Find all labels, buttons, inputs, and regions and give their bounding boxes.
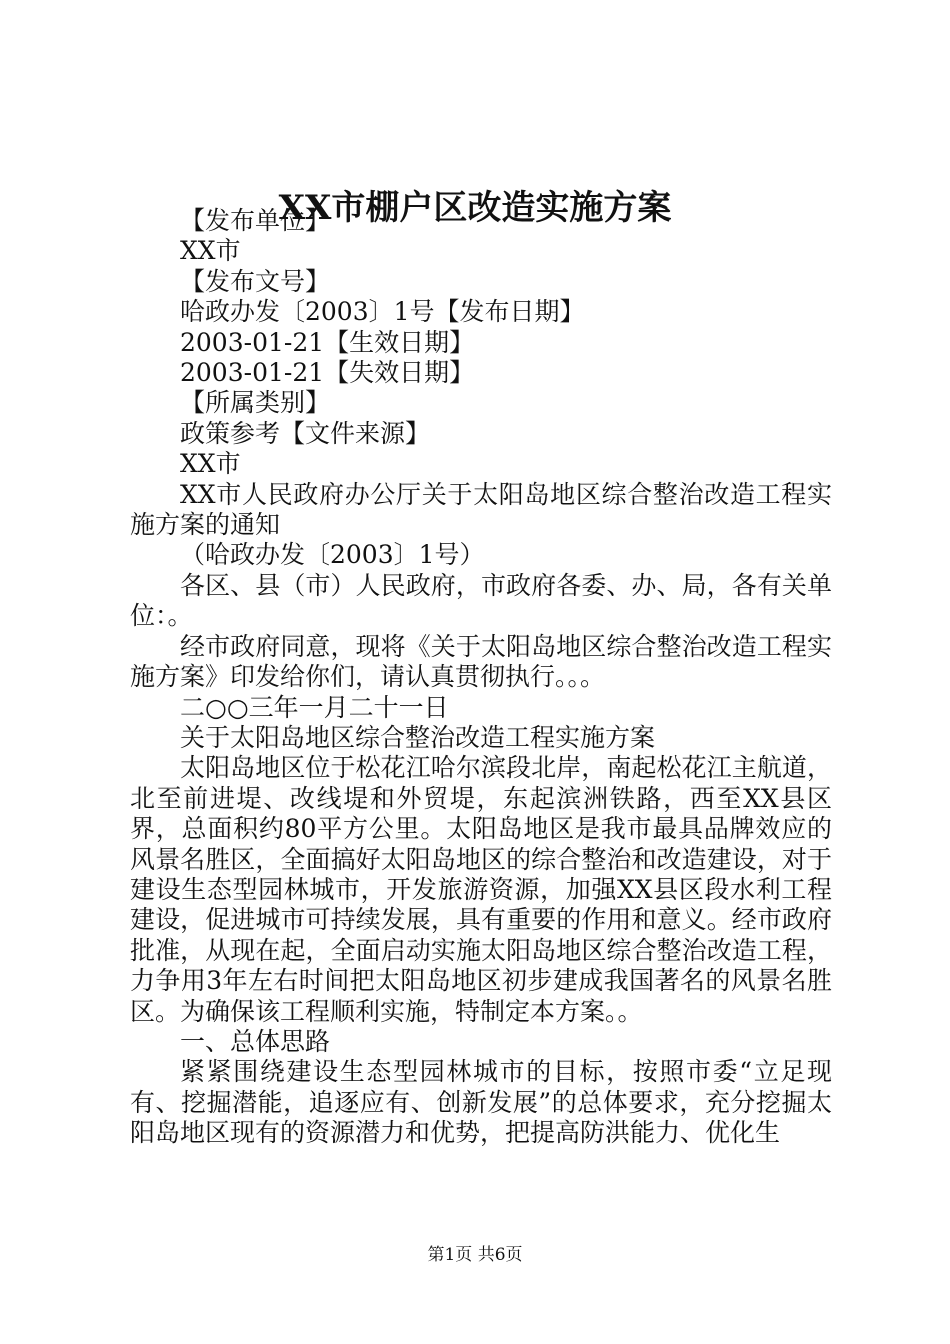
paragraph: 关于太阳岛地区综合整治改造工程实施方案 [180,722,656,752]
paragraph: XX市人民政府办公厅关于太阳岛地区综合整治改造工程实施方案的通知 [130,479,832,540]
paragraph: 一、总体思路 [180,1026,331,1056]
paragraph: 【所属类别】 [180,388,331,418]
paragraph: 紧紧围绕建设生态型园林城市的目标，按照市委“立足现有、挖掘潜能，追逐应有、创新发展”的总体要求，充分挖掘太阳岛地区现有的资源潜力和优势，把提高防洪能力、优化生 [130,1057,832,1148]
paragraph: XX市 [180,449,241,479]
paragraph: 【发布单位】 [180,206,331,235]
paragraph: 2003-01-21【失效日期】 [180,358,475,388]
paragraph: 二○○三年一月二十一日 [180,692,449,722]
paragraph: 政策参考【文件来源】 [180,418,431,448]
page-number-footer: 第1页 共6页 [427,1245,523,1265]
paragraph: XX市 [180,236,241,266]
document-title: XX市棚户区改造实施方案 [278,188,672,228]
paragraph: 各区、县（市）人民政府，市政府各委、办、局，各有关单位：。 [130,570,832,631]
paragraph: 2003-01-21【生效日期】 [180,327,475,357]
paragraph: （哈政办发〔2003〕1号） [180,540,485,570]
paragraph: 太阳岛地区位于松花江哈尔滨段北岸，南起松花江主航道，北至前进堤、改线堤和外贸堤，东起滨洲铁路，西至XX县区界，总面积约80平方公里。太阳岛地区是我市最具品牌效应的风景名胜区，全面搞好太阳岛地区的综合整治和改造建设，对于建设生态型园林城市，开发旅游资源，加强XX县区段水利工程建设，促进城市可持续发展，具有重要的作用和意义。经市政府批准，从现在起，全面启动实施太阳岛地区综合整治改造工程，力争用3年左右时间把太阳岛地区初步建成我国著名的风景名胜区。为确保该工程顺利实施，特制定本方案。。 [130,753,832,1026]
paragraph: 【发布文号】 [180,266,331,296]
paragraph: 经市政府同意，现将《关于太阳岛地区综合整治改造工程实施方案》印发给你们，请认真贯彻执行。。。 [130,631,832,692]
document-body [130,206,832,1149]
paragraph: 哈政办发〔2003〕1号【发布日期】 [180,297,585,327]
